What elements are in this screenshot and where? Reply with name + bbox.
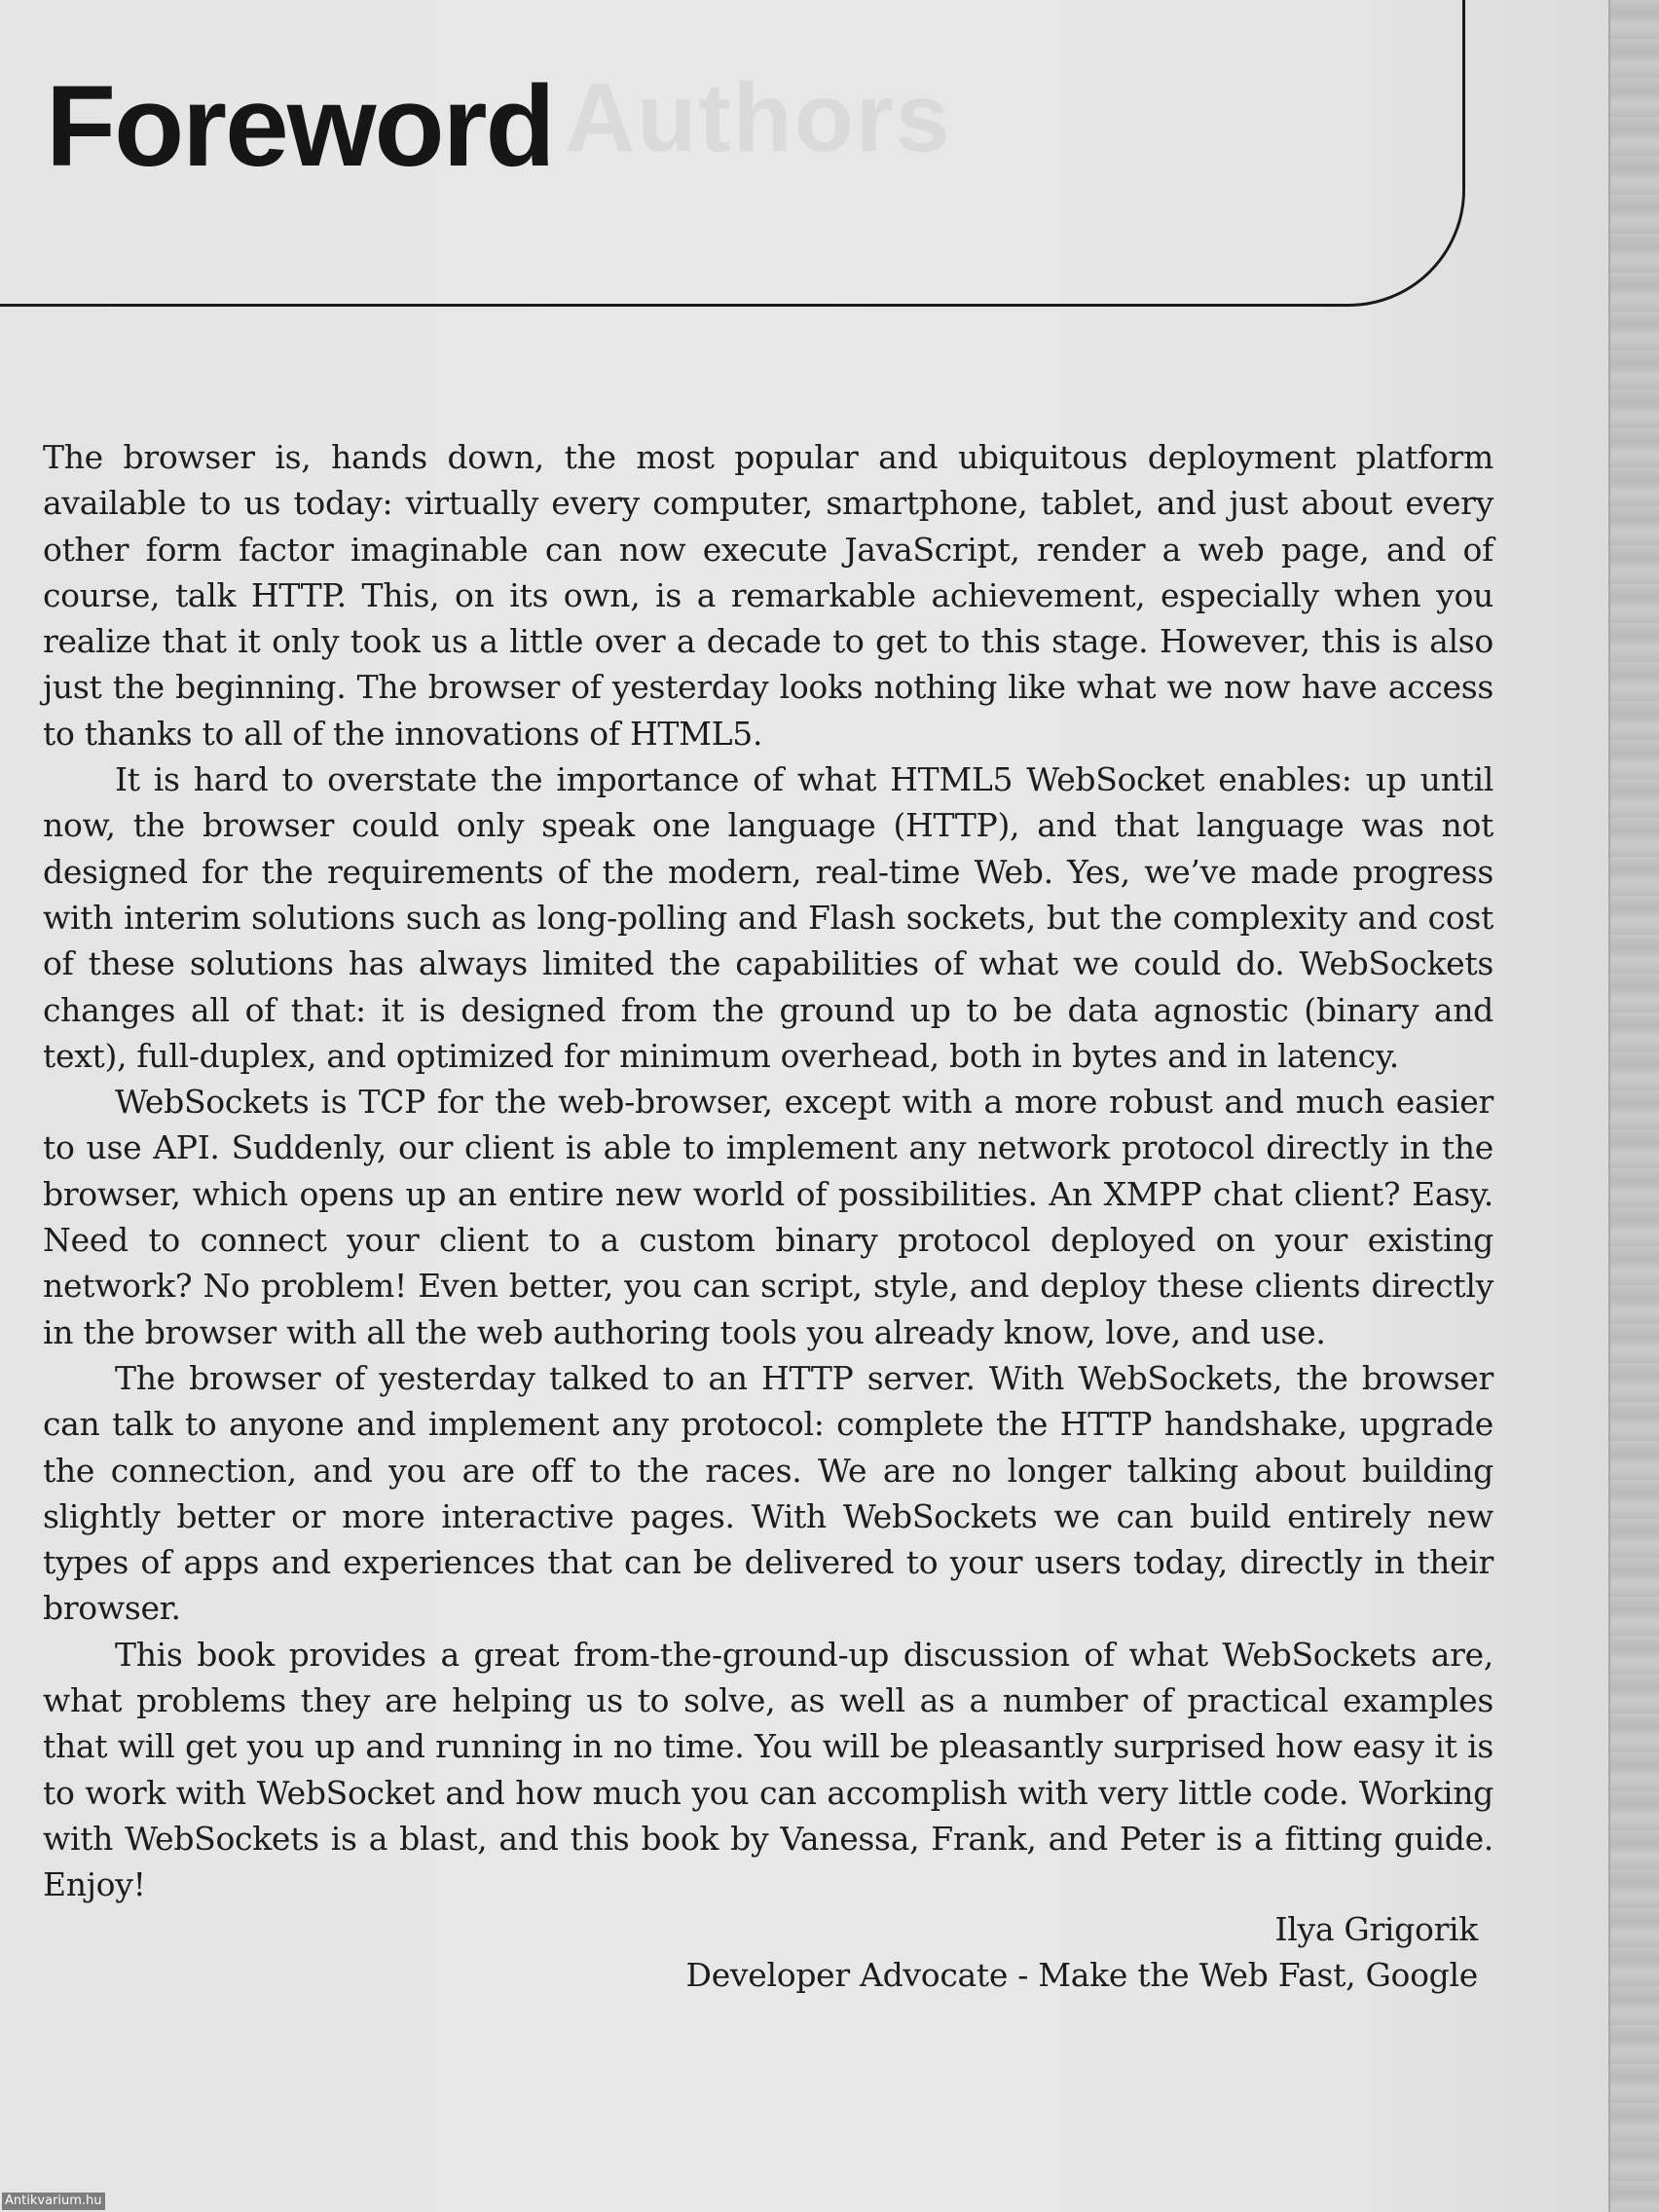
- signature-block: [584, 1906, 1478, 1999]
- page-edge-shadow: [1608, 0, 1659, 2212]
- paragraph-2: It is hard to overstate the importance of what HTML5 WebSocket enables: up until now, the browser could only speak one language (HTTP), and that language was not designed for the requirements of the modern, real-time Web. Yes, we’ve made progress with interim solutions such as long-polling and Flash sockets, but the complexity and cost of these solutions has always limited the capabilities of what we could do. WebSockets changes all of that: it is designed from the ground up to be data agnostic (binary and text), full-duplex, and optimized for minimum overhead, both in bytes and in latency.: [43, 760, 1493, 1075]
- paragraph-4: The browser of yesterday talked to an HTTP server. With WebSockets, the browser can talk to anyone and implement any protocol: complete the HTTP handshake, upgrade the connection, and you are off to the races. We are no longer talking about building slightly better or more interactive pages. With WebSockets we can build entirely new types of apps and experiences that can be delivered to your users today, directly in their browser.: [43, 1358, 1493, 1628]
- paragraph-5: This book provides a great from-the-ground-up discussion of what WebSockets are, what problems they are helping us to solve, as well as a number of practical examples that will get you up and running in no time. You will be pleasantly surprised how easy it is to work with WebSocket and how much you can accomplish with very little code. Working with WebSockets is a blast, and this book by Vanessa, Frank, and Peter is a fitting guide. Enjoy!: [43, 1635, 1493, 1904]
- chapter-title: Foreword: [46, 62, 554, 191]
- author-name: Ilya Grigorik: [1274, 1910, 1478, 1948]
- ghost-title-show-through: Authors: [565, 63, 952, 172]
- watermark: Antikvarium.hu: [2, 2193, 105, 2210]
- paragraph-1: The browser is, hands down, the most popular and ubiquitous deployment platform available to us today: virtually every computer, smartphone, tablet, and just about every other form factor imaginable can now execute JavaScript, render a web page, and of course, talk HTTP. This, on its own, is a remarkable achievement, especially when you realize that it only took us a little over a decade to get to this stage. However, this is also just the beginning. The browser of yesterday looks nothing like what we now have access to thanks to all of the innovations of HTML5.: [43, 438, 1493, 753]
- author-role: Developer Advocate - Make the Web Fast, Google: [685, 1956, 1478, 1995]
- paragraph-3: WebSockets is TCP for the web-browser, except with a more robust and much easier to use API. Suddenly, our client is able to implement any network protocol directly in the browser, which opens up an entire new world of possibilities. An XMPP chat client? Easy. Need to connect your client to a custom binary protocol deployed on your existing network? No problem! Even better, you can script, style, and deploy these clients directly in the browser with all the web authoring tools you already know, love, and use.: [43, 1083, 1493, 1351]
- foreword-body: [43, 434, 1493, 1908]
